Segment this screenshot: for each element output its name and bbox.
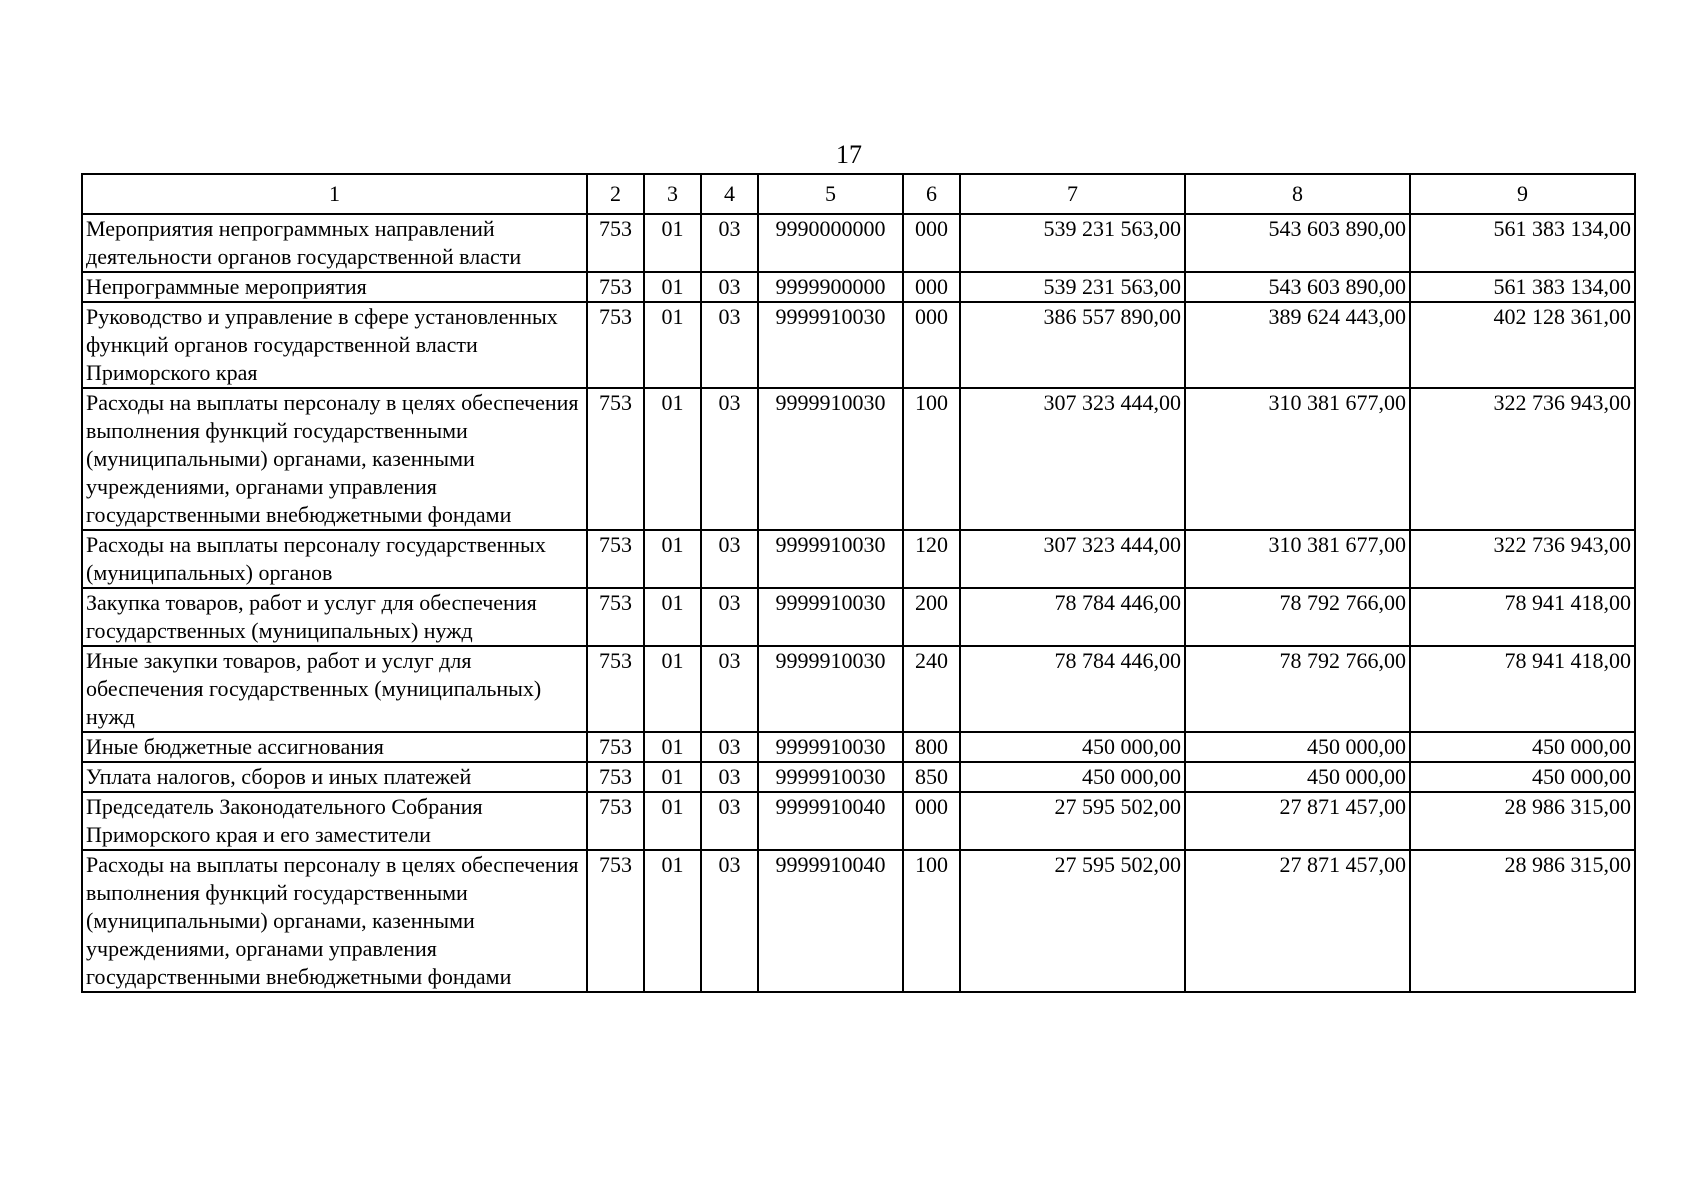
row-code-cell: 100 xyxy=(903,850,960,992)
row-amount-cell: 450 000,00 xyxy=(960,732,1185,762)
row-code-cell: 753 xyxy=(587,762,644,792)
table-row xyxy=(82,588,1635,646)
row-code-cell: 03 xyxy=(701,530,758,588)
row-code-cell: 753 xyxy=(587,732,644,762)
column-header: 3 xyxy=(644,174,701,214)
table-row xyxy=(82,762,1635,792)
row-code-cell: 753 xyxy=(587,792,644,850)
row-code-cell: 03 xyxy=(701,388,758,530)
row-code-cell: 000 xyxy=(903,214,960,272)
row-code-cell: 9999910030 xyxy=(758,388,903,530)
row-code-cell: 01 xyxy=(644,588,701,646)
row-code-cell: 850 xyxy=(903,762,960,792)
row-code-cell: 03 xyxy=(701,272,758,302)
row-amount-cell: 543 603 890,00 xyxy=(1185,272,1410,302)
row-code-cell: 03 xyxy=(701,732,758,762)
row-amount-cell: 539 231 563,00 xyxy=(960,214,1185,272)
header-row xyxy=(82,174,1635,214)
row-code-cell: 03 xyxy=(701,302,758,388)
row-name-cell: Председатель Законодательного Собрания Приморского края и его заместители xyxy=(82,792,587,850)
column-header: 6 xyxy=(903,174,960,214)
row-amount-cell: 78 941 418,00 xyxy=(1410,646,1635,732)
row-amount-cell: 450 000,00 xyxy=(1410,732,1635,762)
column-header: 8 xyxy=(1185,174,1410,214)
row-code-cell: 753 xyxy=(587,588,644,646)
row-code-cell: 03 xyxy=(701,214,758,272)
table-header xyxy=(82,174,1635,214)
row-code-cell: 240 xyxy=(903,646,960,732)
row-code-cell: 03 xyxy=(701,850,758,992)
row-code-cell: 01 xyxy=(644,302,701,388)
row-amount-cell: 386 557 890,00 xyxy=(960,302,1185,388)
row-code-cell: 753 xyxy=(587,214,644,272)
row-amount-cell: 310 381 677,00 xyxy=(1185,530,1410,588)
row-code-cell: 01 xyxy=(644,388,701,530)
row-amount-cell: 543 603 890,00 xyxy=(1185,214,1410,272)
row-amount-cell: 322 736 943,00 xyxy=(1410,388,1635,530)
table-row xyxy=(82,850,1635,992)
row-name-cell: Мероприятия непрограммных направлений деятельности органов государственной власти xyxy=(82,214,587,272)
row-amount-cell: 78 792 766,00 xyxy=(1185,646,1410,732)
row-code-cell: 03 xyxy=(701,588,758,646)
page-number: 17 xyxy=(836,140,862,169)
row-code-cell: 01 xyxy=(644,530,701,588)
row-code-cell: 9999910030 xyxy=(758,588,903,646)
row-code-cell: 01 xyxy=(644,214,701,272)
row-amount-cell: 450 000,00 xyxy=(960,762,1185,792)
row-code-cell: 000 xyxy=(903,792,960,850)
row-code-cell: 9999910030 xyxy=(758,530,903,588)
column-header: 5 xyxy=(758,174,903,214)
row-code-cell: 753 xyxy=(587,646,644,732)
column-header: 9 xyxy=(1410,174,1635,214)
row-amount-cell: 78 941 418,00 xyxy=(1410,588,1635,646)
row-code-cell: 03 xyxy=(701,792,758,850)
table-row xyxy=(82,302,1635,388)
row-amount-cell: 78 784 446,00 xyxy=(960,588,1185,646)
row-code-cell: 01 xyxy=(644,272,701,302)
row-name-cell: Иные бюджетные ассигнования xyxy=(82,732,587,762)
row-code-cell: 000 xyxy=(903,302,960,388)
row-code-cell: 800 xyxy=(903,732,960,762)
row-amount-cell: 27 871 457,00 xyxy=(1185,850,1410,992)
row-amount-cell: 322 736 943,00 xyxy=(1410,530,1635,588)
row-amount-cell: 561 383 134,00 xyxy=(1410,214,1635,272)
column-header: 7 xyxy=(960,174,1185,214)
row-name-cell: Уплата налогов, сборов и иных платежей xyxy=(82,762,587,792)
budget-table xyxy=(81,173,1636,993)
row-amount-cell: 450 000,00 xyxy=(1410,762,1635,792)
row-code-cell: 200 xyxy=(903,588,960,646)
row-amount-cell: 539 231 563,00 xyxy=(960,272,1185,302)
row-name-cell: Непрограммные мероприятия xyxy=(82,272,587,302)
row-code-cell: 01 xyxy=(644,850,701,992)
row-code-cell: 9999910030 xyxy=(758,762,903,792)
table-body xyxy=(82,214,1635,992)
table-row xyxy=(82,530,1635,588)
row-amount-cell: 27 595 502,00 xyxy=(960,792,1185,850)
row-code-cell: 753 xyxy=(587,530,644,588)
table-row xyxy=(82,792,1635,850)
row-amount-cell: 27 595 502,00 xyxy=(960,850,1185,992)
row-code-cell: 01 xyxy=(644,792,701,850)
row-amount-cell: 78 784 446,00 xyxy=(960,646,1185,732)
table-row xyxy=(82,214,1635,272)
row-name-cell: Закупка товаров, работ и услуг для обеспечения государственных (муниципальных) нужд xyxy=(82,588,587,646)
table-row xyxy=(82,388,1635,530)
row-name-cell: Иные закупки товаров, работ и услуг для обеспечения государственных (муниципальных) нужд xyxy=(82,646,587,732)
row-code-cell: 9999910030 xyxy=(758,646,903,732)
row-amount-cell: 27 871 457,00 xyxy=(1185,792,1410,850)
row-amount-cell: 307 323 444,00 xyxy=(960,388,1185,530)
column-header: 1 xyxy=(82,174,587,214)
row-code-cell: 9999900000 xyxy=(758,272,903,302)
row-amount-cell: 78 792 766,00 xyxy=(1185,588,1410,646)
row-amount-cell: 28 986 315,00 xyxy=(1410,850,1635,992)
row-amount-cell: 450 000,00 xyxy=(1185,732,1410,762)
row-code-cell: 753 xyxy=(587,302,644,388)
row-name-cell: Расходы на выплаты персоналу государственных (муниципальных) органов xyxy=(82,530,587,588)
row-amount-cell: 310 381 677,00 xyxy=(1185,388,1410,530)
row-code-cell: 03 xyxy=(701,646,758,732)
column-header: 4 xyxy=(701,174,758,214)
row-code-cell: 9999910030 xyxy=(758,732,903,762)
row-code-cell: 9999910040 xyxy=(758,792,903,850)
row-amount-cell: 307 323 444,00 xyxy=(960,530,1185,588)
row-code-cell: 100 xyxy=(903,388,960,530)
row-amount-cell: 28 986 315,00 xyxy=(1410,792,1635,850)
row-amount-cell: 450 000,00 xyxy=(1185,762,1410,792)
table-row xyxy=(82,732,1635,762)
row-name-cell: Расходы на выплаты персоналу в целях обеспечения выполнения функций государственными (муниципальными) органами, казенными учреждениями, органами управления государственными внебюджетными фондами xyxy=(82,388,587,530)
row-code-cell: 9990000000 xyxy=(758,214,903,272)
row-name-cell: Руководство и управление в сфере установленных функций органов государственной власти Приморского края xyxy=(82,302,587,388)
row-code-cell: 9999910030 xyxy=(758,302,903,388)
row-name-cell: Расходы на выплаты персоналу в целях обеспечения выполнения функций государственными (муниципальными) органами, казенными учреждениями, органами управления государственными внебюджетными фондами xyxy=(82,850,587,992)
row-amount-cell: 561 383 134,00 xyxy=(1410,272,1635,302)
row-amount-cell: 389 624 443,00 xyxy=(1185,302,1410,388)
table-row xyxy=(82,646,1635,732)
row-code-cell: 753 xyxy=(587,850,644,992)
column-header: 2 xyxy=(587,174,644,214)
table-row xyxy=(82,272,1635,302)
row-amount-cell: 402 128 361,00 xyxy=(1410,302,1635,388)
row-code-cell: 120 xyxy=(903,530,960,588)
row-code-cell: 03 xyxy=(701,762,758,792)
row-code-cell: 753 xyxy=(587,272,644,302)
row-code-cell: 01 xyxy=(644,762,701,792)
row-code-cell: 01 xyxy=(644,646,701,732)
row-code-cell: 01 xyxy=(644,732,701,762)
row-code-cell: 000 xyxy=(903,272,960,302)
row-code-cell: 753 xyxy=(587,388,644,530)
row-code-cell: 9999910040 xyxy=(758,850,903,992)
